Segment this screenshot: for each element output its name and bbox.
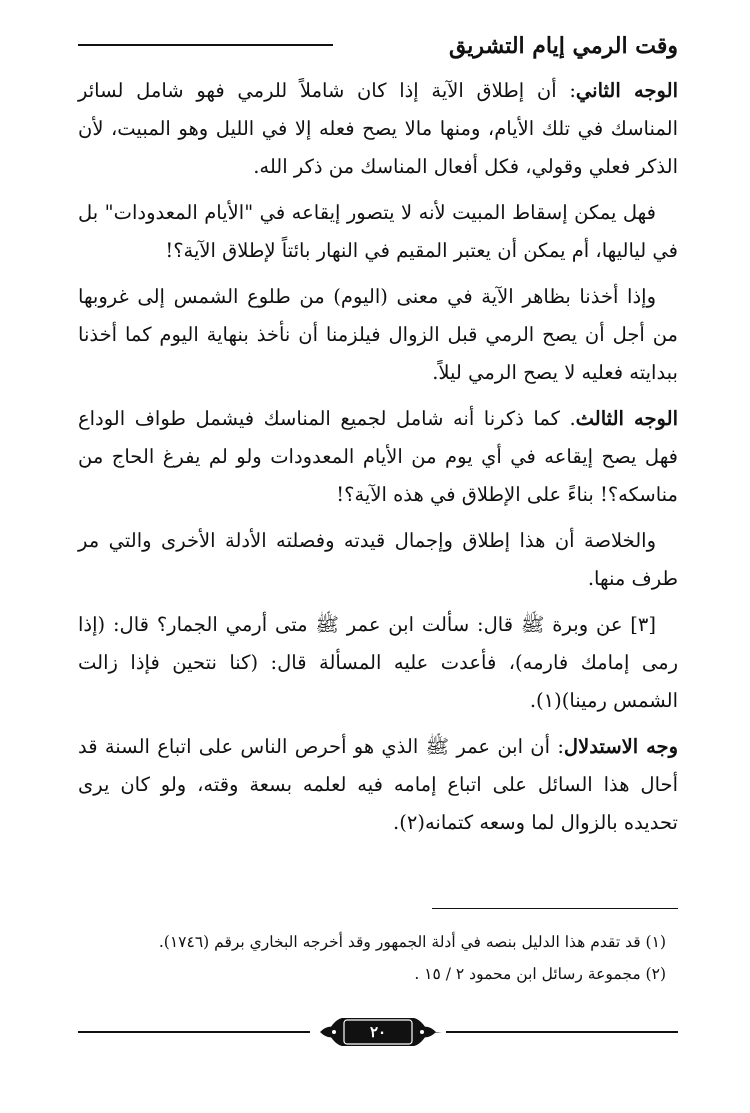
page-number: ٢٠ [369,1023,387,1041]
paragraph-evidence [78,728,678,842]
paragraph-text: . كما ذكرنا أنه شامل لجميع المناسك فيشمل طواف الوداع فهل يصح إيقاعه في أي يوم من الأيام المعدودات ولو لم يفرغ الحاج من مناسكه؟! بناءً على الإطلاق في هذه الآية؟! [78,407,678,506]
footnote-1: (١) قد تقدم هذا الدليل بنصه في أدلة الجمهور وقد أخرجه البخاري برقم (١٧٤٦). [158,933,666,951]
paragraph-lead: الوجه الثالث [575,407,678,430]
paragraph-third-aspect [78,400,678,514]
page-footer [78,1010,678,1054]
footnote-separator [432,908,678,909]
paragraph-text: : أن إطلاق الآية إذا كان شاملاً للرمي فهو شامل لسائر المناسك في تلك الأيام، ومنها مالا يصح فعله إلا في الليل وهو المبيت، لأن الذكر فعلي وقولي، فكل أفعال المناسك من ذكر الله. [78,79,678,178]
running-header [78,26,678,66]
paragraph-second-aspect [78,72,678,186]
paragraph-text: : أن ابن عمر ﷺ الذي هو أحرص الناس على اتباع السنة قد أحال هذا السائل على اتباع إمامه فيه لعلمه بسعة وقته، ولو كان يرى تحديده بالزوال لما وسعه كتمانه(٢). [78,735,678,834]
paragraph-hadith-3 [78,606,678,720]
header-rule [78,44,333,46]
paragraph-overnight-question [78,194,678,270]
paragraph-text: [٣] عن وبرة ﷺ قال: سألت ابن عمر ﷺ متى أرمي الجمار؟ قال: (إذا رمى إمامك فارمه)، فأعدت عليه المسألة قال: (كنا نتحين فإذا زالت الشمس رمينا)(١). [78,613,678,712]
main-text [78,72,678,850]
paragraph-day-meaning [78,278,678,392]
paragraph-text: وإذا أخذنا بظاهر الآية في معنى (اليوم) من طلوع الشمس إلى غروبها من أجل أن يصح الرمي قبل الزوال فيلزمنا أن نأخذ بنهاية اليوم كما أخذنا ببدايته فعليه لا يصح الرمي ليلاً. [78,285,678,384]
paragraph-lead: الوجه الثاني [575,79,678,102]
footnote-2: (٢) مجموعة رسائل ابن محمود ٢ / ١٥ . [414,965,666,983]
footer-rule-left [78,1031,310,1033]
paragraph-lead: وجه الاستدلال [563,735,678,758]
paragraph-text: والخلاصة أن هذا إطلاق وإجمال قيدته وفصلته الأدلة الأخرى والتي مر طرف منها. [78,529,678,590]
footnotes [78,926,678,990]
footer-rule-right [446,1031,678,1033]
paragraph-summary [78,522,678,598]
header-title: وقت الرمي إيام التشريق [448,33,678,59]
paragraph-text: فهل يمكن إسقاط المبيت لأنه لا يتصور إيقاعه في "الأيام المعدودات" بل في لياليها، أم يمكن أن يعتبر المقيم في النهار بائتاً لإطلاق الآية؟! [78,201,678,262]
